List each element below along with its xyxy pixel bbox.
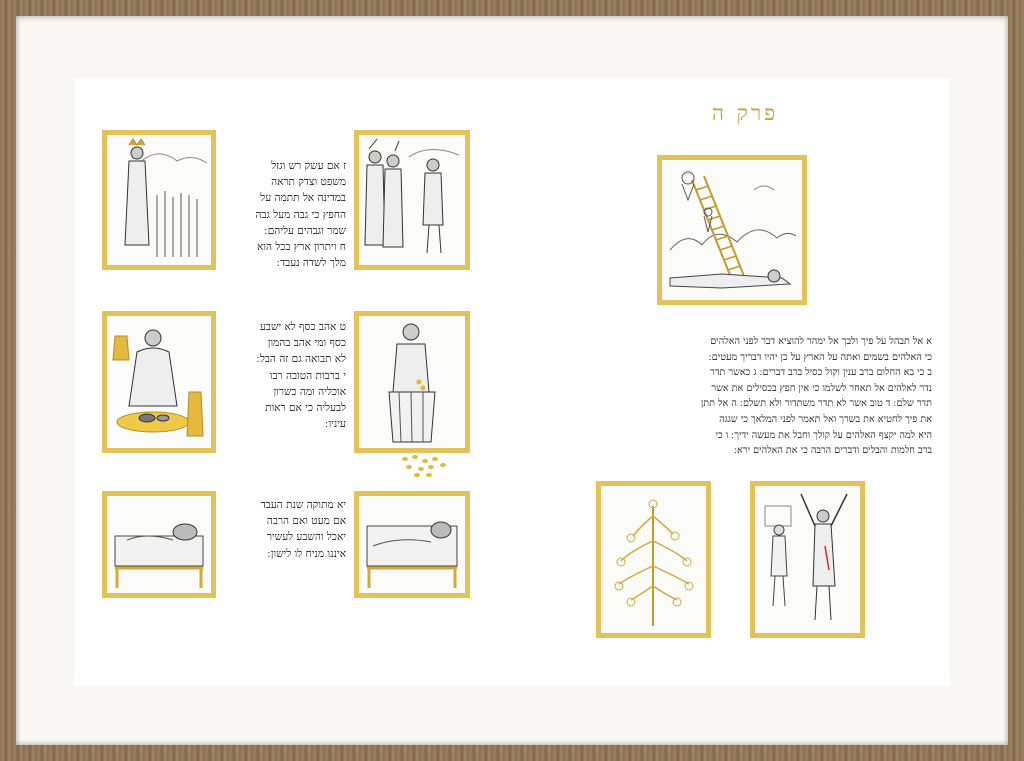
feast-drawing-icon (107, 316, 211, 448)
verse-line: היא למה יקצף האלהים על קולך וחבל את מעשה ידיך ׃ ו כי (715, 429, 932, 441)
figures-drawing-icon (359, 135, 465, 265)
verse-line: ב כי בא החלום ברב ענין וקול כסיל ברב דברים ׃ ג כאשר תדר (710, 367, 932, 379)
verse-line: אם מעט ואם הרבה (266, 515, 346, 528)
verse-line: ט אהב כסף לא ישבע (259, 321, 346, 333)
bed-sleeper-icon (107, 496, 211, 593)
verse-line: א אל תבהל על פיך ולבך אל ימהר להוציא דבר לפני האלהים (710, 336, 932, 347)
verse-line: איננו מניח לו לישון ׃ (267, 547, 346, 560)
verses-top-left-block (226, 158, 346, 271)
illustration-golden-tree (596, 481, 711, 638)
verse-line: נדר לאלהים אל תאחר לשלמו כי אין חפץ בכסילים את אשר (711, 382, 932, 394)
verse-line: יאכל והשבע לעשיר (266, 531, 346, 544)
verse-line: יא מתוקה שנת העבד (260, 499, 346, 511)
chapter-title: פרק ה (711, 101, 779, 125)
verse-line: את פיך לחטיא את בשרך ואל תאמר לפני המלאך כי שגגה (719, 413, 932, 425)
verses-bottom-left-block (226, 497, 346, 562)
verse-line: עיניו ׃ (325, 418, 346, 431)
barrel-drawing-icon (359, 316, 465, 448)
verses-mid-left-block (226, 319, 346, 432)
illustration-rich-sleeper (102, 491, 216, 598)
verse-line: לבעליה כי אם ראות (265, 402, 346, 415)
verse-line: משפט וצדק תראה (271, 176, 346, 189)
verse-line: כסף ומי אהב בהמון (267, 337, 346, 350)
king-drawing-icon (107, 135, 211, 265)
illustration-laborer-sleeper (354, 491, 470, 598)
tree-drawing-icon (601, 486, 706, 633)
verse-line: החפץ כי גבה מעל גבה (255, 208, 346, 221)
praying-figures-icon (755, 486, 860, 633)
verse-line: לא תבואה גם זה הבל ׃ (256, 353, 346, 366)
illustration-oppression (354, 130, 470, 270)
verse-line: י ברבות הטובה רבו (269, 369, 346, 382)
illustration-raised-arms (750, 481, 865, 638)
verse-line: אוכליה ומה כשרון (273, 385, 346, 398)
verse-line: כי האלהים בשמים ואתה על הארץ על כן יהיו דבריך מעטים ׃ (708, 351, 932, 363)
verses-right-block (582, 334, 932, 459)
verse-line: במדינה אל תתמה על (260, 192, 346, 205)
illustration-money-barrel (354, 311, 470, 453)
verse-line: תדר שלם ׃ ד טוב אשר לא תדר משתדור ולא תשלם ׃ ה אל תתן (700, 398, 932, 410)
verse-line: שמר וגבהים עליהם ׃ (264, 224, 346, 237)
falling-coins-icon (400, 455, 460, 479)
verse-line: ברב חלמות והבלים ודברים הרבה כי את האלהים ירא ׃ (733, 445, 932, 457)
sleeping-laborer-icon (359, 496, 465, 593)
illustration-wealthy-man (102, 311, 216, 453)
verse-line: ז אם עשק רש וגזל (271, 160, 346, 172)
illustration-jacob-ladder (657, 155, 807, 305)
verse-line: ח ויתרון ארץ בכל הוא (257, 241, 346, 254)
ladder-drawing-icon (662, 160, 802, 300)
illustration-king-field (102, 130, 216, 270)
verse-line: מלך לשדה נעבד ׃ (276, 257, 346, 270)
